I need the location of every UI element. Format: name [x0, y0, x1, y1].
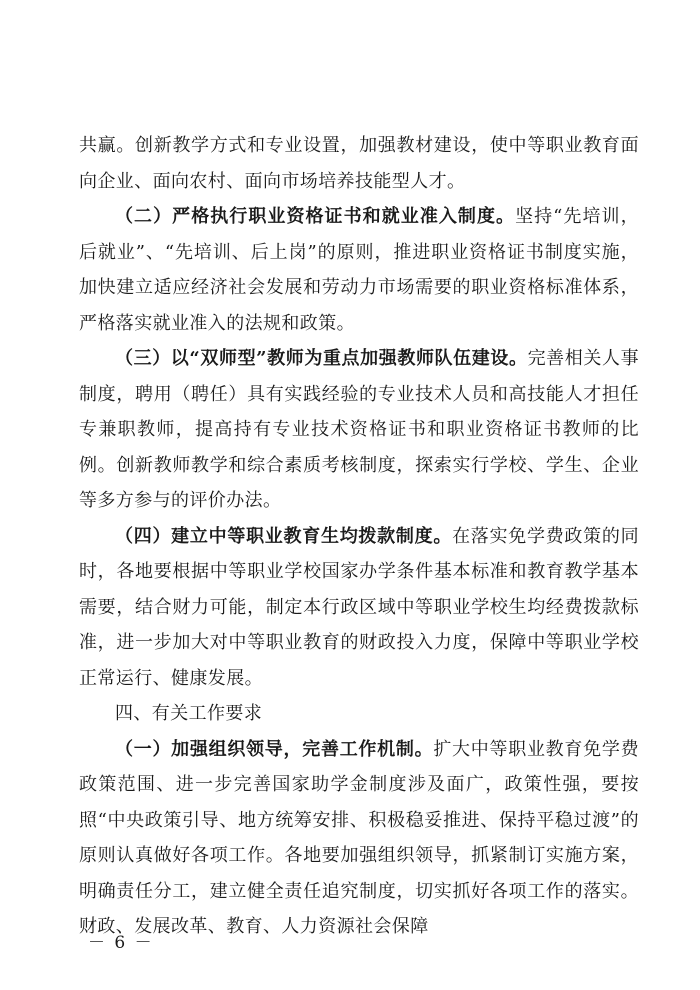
paragraph-heading: （二）严格执行职业资格证书和就业准入制度。 — [115, 206, 516, 227]
paragraph-item-4 — [79, 519, 639, 697]
paragraph-heading: （一）加强组织领导，完善工作机制。 — [115, 738, 434, 760]
document-body — [79, 128, 639, 945]
paragraph-text: 共赢。创新教学方式和专业设置，加强教材建设，使中等职业教育面向企业、面向农村、面向市场培养技能型人才。 — [79, 135, 639, 192]
paragraph-text: 在落实免学费政策的同时，各地要根据中等职业学校国家办学条件基本标准和教育教学基本需要，结合财力可能，制定本行政区域中等职业学校生均经费拨款标准，进一步加大对中等职业教育的财政投入力度，保障中等职业学校正常运行、健康发展。 — [79, 525, 639, 689]
paragraph-item-2 — [79, 199, 639, 341]
paragraph-text: 坚持“先培训，后就业”、“先培训、后上岗”的原则，推进职业资格证书制度实施，加快建立适应经济社会发展和劳动力市场需要的职业资格标准体系，严格落实就业准入的法规和政策。 — [79, 206, 639, 334]
paragraph-text: 完善相关人事制度，聘用（聘任）具有实践经验的专业技术人员和高技能人才担任专兼职教师，提高持有专业技术资格证书和职业资格证书教师的比例。创新教师教学和综合素质考核制度，探索实行学校、学生、企业等多方参与的评价办法。 — [79, 348, 639, 511]
page-number: － 6 － — [88, 933, 154, 953]
section-title: 四、有关工作要求 — [115, 703, 263, 724]
paragraph-heading: （四）建立中等职业教育生均拨款制度。 — [115, 525, 453, 547]
paragraph-text: 扩大中等职业教育免学费政策范围、进一步完善国家助学金制度涉及面广，政策性强，要按照“中央政策引导、地方统筹安排、积极稳妥推进、保持平稳过渡”的原则认真做好各项工作。各地要加强组织领导，抓紧制订实施方案，明确责任分工，建立健全责任追究制度，切实抓好各项工作的落实。财政、发展改革、教育、人力资源社会保障 — [79, 738, 639, 937]
paragraph-item-5 — [79, 732, 639, 945]
paragraph-continuation — [79, 128, 639, 199]
paragraph-heading: （三）以“双师型”教师为重点加强教师队伍建设。 — [115, 348, 528, 369]
paragraph-item-3 — [79, 341, 639, 519]
